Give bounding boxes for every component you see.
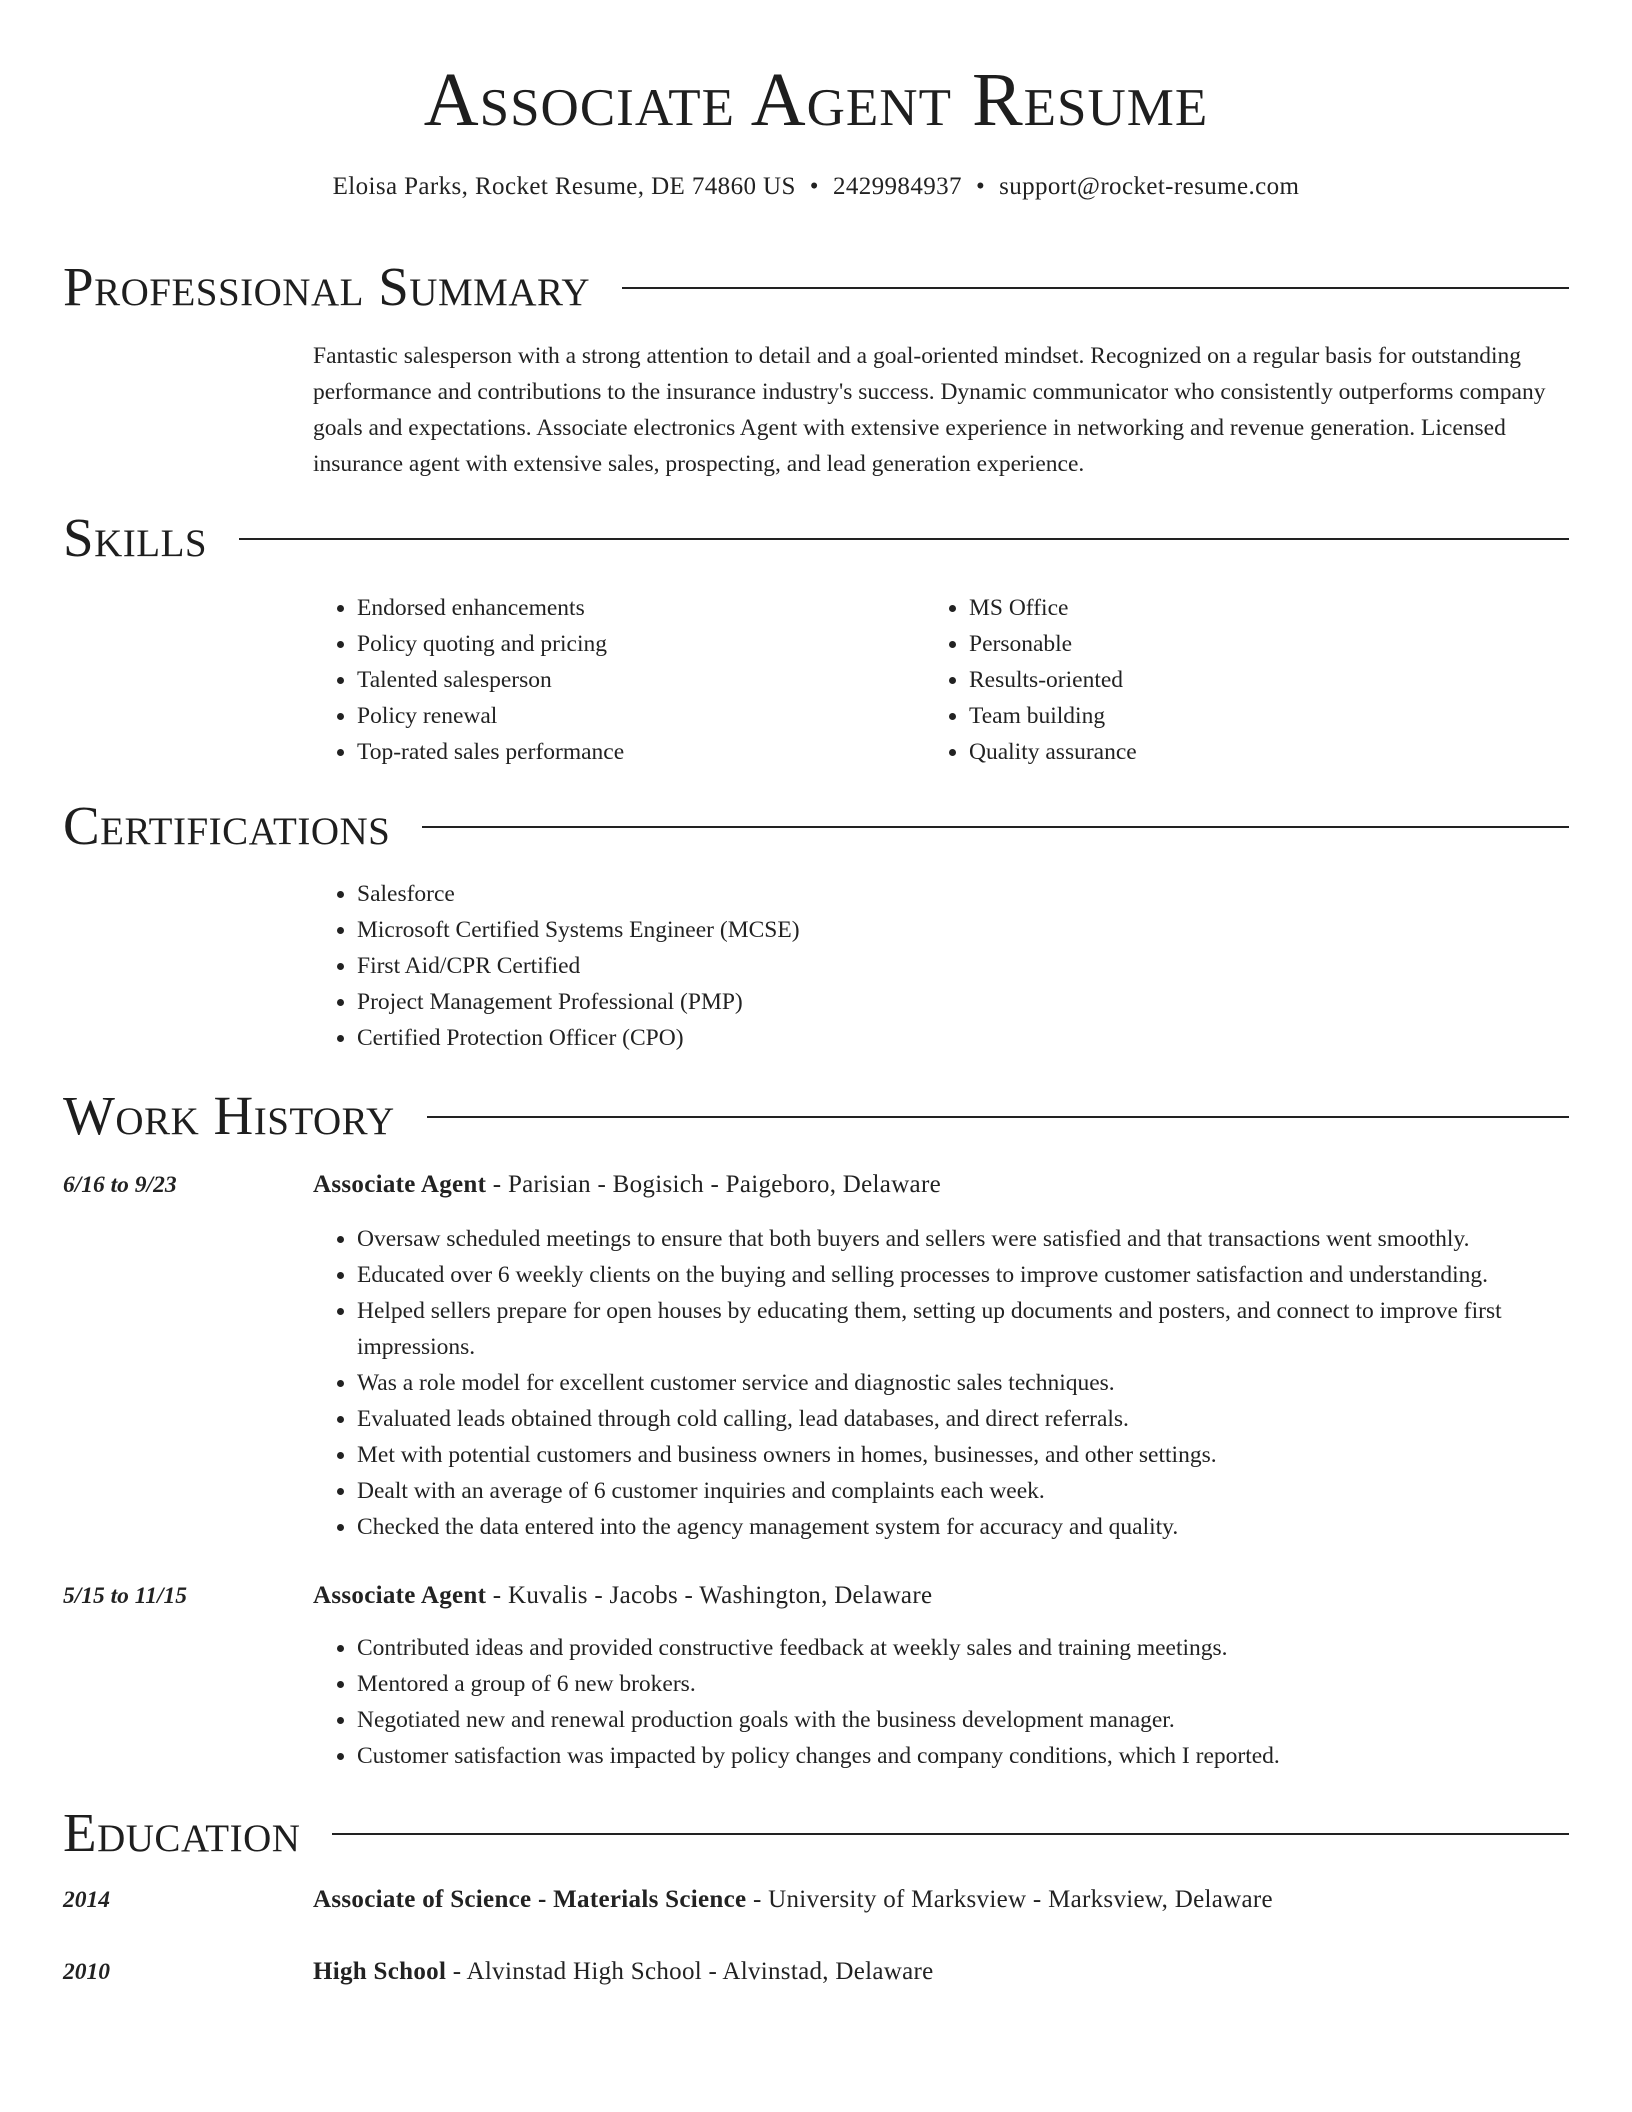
job-role: Associate Agent [313, 1171, 487, 1198]
job-bullet: • Oversaw scheduled meetings to ensure that both buyers and sellers were satisfied and that transactions went smoothly. [357, 1221, 1569, 1257]
contact-separator: • [975, 173, 986, 200]
certification-item: • Salesforce [357, 876, 1569, 912]
job-bullets [313, 1630, 1569, 1774]
skill-item: • Personable [969, 626, 1525, 662]
summary-text: Fantastic salesperson with a strong attention to detail and a goal-oriented mindset. Recognized on a regular basis for outstanding performance and contributions to the insurance industry's success. Dynamic communicator who consistently outperforms company goals and expectations. Associate electronics Agent with extensive experience in networking and revenue generation. Licensed insurance agent with extensive sales, prospecting, and lead generation experience. [313, 343, 1546, 477]
job-bullet: • Helped sellers prepare for open houses by educating them, setting up documents and posters, and connect to improve first impressions. [357, 1293, 1569, 1365]
certification-item: • First Aid/CPR Certified [357, 948, 1569, 984]
contact-line [0, 173, 1632, 201]
job-title-line [313, 1167, 941, 1203]
work-section-title: Work History [63, 1084, 395, 1146]
summary-section-header [63, 254, 1569, 318]
job-bullet: • Educated over 6 weekly clients on the buying and selling processes to improve customer satisfaction and understanding. [357, 1257, 1569, 1293]
education-year: 2010 [63, 1959, 110, 1985]
section-divider [239, 538, 1569, 540]
job-bullets [313, 1221, 1569, 1545]
job-bullet: • Customer satisfaction was impacted by policy changes and company conditions, which I reported. [357, 1738, 1569, 1774]
job-bullet: • Mentored a group of 6 new brokers. [357, 1666, 1569, 1702]
skill-item: • Endorsed enhancements [357, 590, 913, 626]
skills-list-right [925, 590, 1525, 770]
certifications-section-title: Certifications [63, 794, 391, 856]
skill-item: • Team building [969, 698, 1525, 734]
certification-item: • Microsoft Certified Systems Engineer (MCSE) [357, 912, 1569, 948]
education-line [313, 1882, 1273, 1918]
skill-item: • Talented salesperson [357, 662, 913, 698]
contact-phone: 2429984937 [832, 173, 962, 200]
job-company: - Kuvalis - Jacobs - Washington, Delaware [486, 1582, 933, 1609]
section-divider [422, 826, 1569, 828]
section-divider [332, 1833, 1569, 1835]
contact-email: support@rocket-resume.com [999, 173, 1300, 200]
job-bullet: • Contributed ideas and provided constructive feedback at weekly sales and training meetings. [357, 1630, 1569, 1666]
education-degree: Associate of Science - Materials Science [313, 1886, 747, 1913]
job-dates: 6/16 to 9/23 [63, 1172, 177, 1198]
education-section-header [63, 1800, 1569, 1864]
section-divider [427, 1116, 1569, 1118]
education-school: - Alvinstad High School - Alvinstad, Delaware [446, 1958, 934, 1985]
job-bullet: • Dealt with an average of 6 customer inquiries and complaints each week. [357, 1473, 1569, 1509]
skill-item: • Results-oriented [969, 662, 1525, 698]
job-role: Associate Agent [313, 1582, 487, 1609]
job-bullet: • Checked the data entered into the agency management system for accuracy and quality. [357, 1509, 1569, 1545]
job-title-line [313, 1578, 932, 1614]
education-school: - University of Marksview - Marksview, Delaware [746, 1886, 1273, 1913]
skill-item: • MS Office [969, 590, 1525, 626]
job-company: - Parisian - Bogisich - Paigeboro, Delaware [486, 1171, 941, 1198]
certifications-section-header [63, 793, 1569, 857]
education-year: 2014 [63, 1887, 110, 1913]
certification-item: • Project Management Professional (PMP) [357, 984, 1569, 1020]
contact-address: Eloisa Parks, Rocket Resume, DE 74860 US [332, 173, 796, 200]
job-bullet: • Was a role model for excellent customer service and diagnostic sales techniques. [357, 1365, 1569, 1401]
skills-list-left [313, 590, 913, 770]
education-section-title: Education [63, 1801, 301, 1863]
certification-item: • Certified Protection Officer (CPO) [357, 1020, 1569, 1056]
work-section-header [63, 1083, 1569, 1147]
contact-separator: • [809, 173, 819, 200]
skill-item: • Policy renewal [357, 698, 913, 734]
job-bullet: • Met with potential customers and business owners in homes, businesses, and other settings. [357, 1437, 1569, 1473]
page-title: Associate Agent Resume [423, 58, 1209, 142]
skill-item: • Policy quoting and pricing [357, 626, 913, 662]
job-dates: 5/15 to 11/15 [63, 1583, 188, 1609]
job-bullet: • Negotiated new and renewal production goals with the business development manager. [357, 1702, 1569, 1738]
skill-item: • Quality assurance [969, 734, 1525, 770]
skills-section-header [63, 505, 1569, 569]
job-bullet: • Evaluated leads obtained through cold calling, lead databases, and direct referrals. [357, 1401, 1569, 1437]
skill-item: • Top-rated sales performance [357, 734, 913, 770]
education-line [313, 1954, 934, 1990]
summary-section-title: Professional Summary [63, 255, 591, 317]
education-degree: High School [313, 1958, 447, 1985]
skills-section-title: Skills [63, 506, 208, 568]
certifications-list [313, 876, 1569, 1056]
section-divider [622, 287, 1569, 289]
